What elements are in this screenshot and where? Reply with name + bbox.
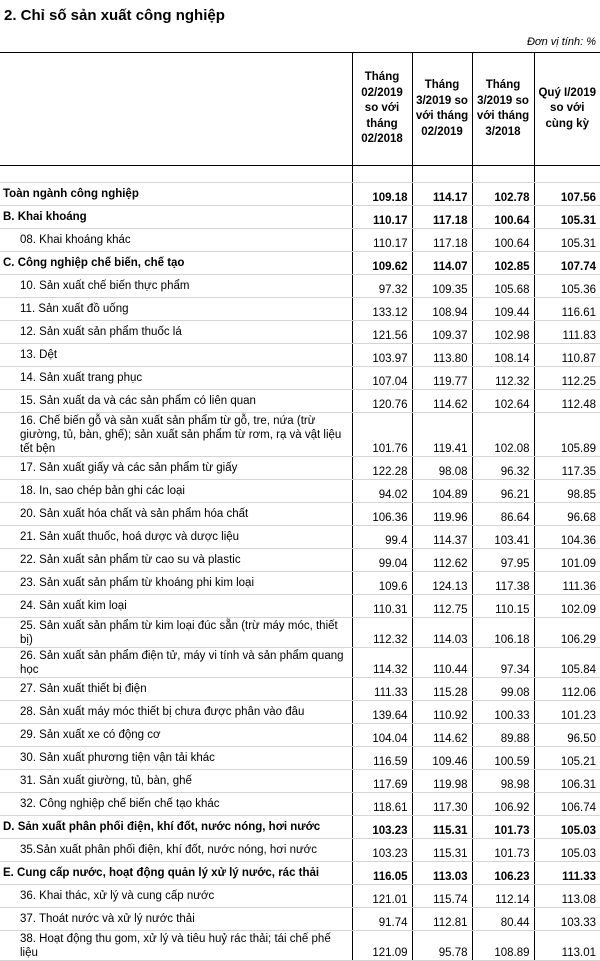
value-cell: 121.09 — [352, 931, 412, 961]
value-cell: 111.33 — [534, 862, 600, 885]
table-row — [0, 724, 600, 747]
row-label: 22. Sản xuất sản phẩm từ cao su và plastic — [0, 549, 352, 572]
value-cell: 100.64 — [472, 206, 534, 229]
value-cell: 120.76 — [352, 390, 412, 413]
value-cell: 101.73 — [472, 839, 534, 862]
row-label: 26. Sản xuất sản phẩm điện tử, máy vi tính và sản phẩm quang học — [0, 648, 352, 678]
value-cell: 103.41 — [472, 526, 534, 549]
row-label: 14. Sản xuất trang phục — [0, 367, 352, 390]
value-cell: 119.41 — [412, 413, 472, 457]
value-cell: 108.89 — [472, 931, 534, 961]
row-label: 17. Sản xuất giấy và các sản phẩm từ giấy — [0, 457, 352, 480]
table-row — [0, 678, 600, 701]
table-row — [0, 885, 600, 908]
value-cell: 112.32 — [472, 367, 534, 390]
value-cell: 113.08 — [534, 885, 600, 908]
table-row — [0, 367, 600, 390]
value-cell: 114.32 — [352, 648, 412, 678]
value-cell: 97.34 — [472, 648, 534, 678]
table-row — [0, 770, 600, 793]
row-label: 21. Sản xuất thuốc, hoá dược và dược liệu — [0, 526, 352, 549]
header-cell-mar-vs-mar: Tháng 3/2019 so với tháng 3/2018 — [472, 53, 534, 166]
value-cell: 105.03 — [534, 839, 600, 862]
row-label: 16. Chế biến gỗ và sản xuất sản phẩm từ gỗ, tre, nứa (trừ giường, tủ, bàn, ghế); sản xuất sản phẩm từ rơm, rạ và vật liệu tết bện — [0, 413, 352, 457]
value-cell: 101.23 — [534, 701, 600, 724]
value-cell: 108.94 — [412, 298, 472, 321]
row-label: Toàn ngành công nghiệp — [0, 183, 352, 206]
spacer-row — [0, 166, 600, 183]
value-cell: 113.01 — [534, 931, 600, 961]
value-cell: 106.31 — [534, 770, 600, 793]
value-cell: 102.98 — [472, 321, 534, 344]
row-label: 12. Sản xuất sản phẩm thuốc lá — [0, 321, 352, 344]
row-label: 13. Dệt — [0, 344, 352, 367]
value-cell: 106.29 — [534, 618, 600, 648]
header-cell-name — [0, 53, 352, 166]
row-label: B. Khai khoáng — [0, 206, 352, 229]
table-row — [0, 252, 600, 275]
value-cell: 100.33 — [472, 701, 534, 724]
value-cell: 89.88 — [472, 724, 534, 747]
value-cell: 105.31 — [534, 206, 600, 229]
value-cell: 115.74 — [412, 885, 472, 908]
value-cell: 97.95 — [472, 549, 534, 572]
value-cell: 110.15 — [472, 595, 534, 618]
value-cell: 111.36 — [534, 572, 600, 595]
table-row — [0, 390, 600, 413]
value-cell: 104.89 — [412, 480, 472, 503]
table-row — [0, 816, 600, 839]
value-cell: 109.46 — [412, 747, 472, 770]
value-cell: 133.12 — [352, 298, 412, 321]
value-cell: 96.21 — [472, 480, 534, 503]
value-cell: 114.07 — [412, 252, 472, 275]
value-cell: 98.85 — [534, 480, 600, 503]
value-cell: 103.23 — [352, 839, 412, 862]
value-cell: 110.92 — [412, 701, 472, 724]
row-label: D. Sản xuất phân phối điện, khí đốt, nước nóng, hơi nước — [0, 816, 352, 839]
table-row — [0, 526, 600, 549]
value-cell: 96.50 — [534, 724, 600, 747]
value-cell: 102.08 — [472, 413, 534, 457]
value-cell: 105.21 — [534, 747, 600, 770]
value-cell: 117.69 — [352, 770, 412, 793]
table-row — [0, 275, 600, 298]
row-label: 15. Sản xuất da và các sản phẩm có liên quan — [0, 390, 352, 413]
value-cell: 110.17 — [352, 206, 412, 229]
value-cell: 101.73 — [472, 816, 534, 839]
row-label: C. Công nghiệp chế biến, chế tạo — [0, 252, 352, 275]
value-cell: 117.30 — [412, 793, 472, 816]
row-label: 29. Sản xuất xe có động cơ — [0, 724, 352, 747]
industrial-index-table — [0, 52, 600, 961]
table-row — [0, 344, 600, 367]
table-row — [0, 229, 600, 252]
value-cell: 113.80 — [412, 344, 472, 367]
row-label: 18. In, sao chép bản ghi các loại — [0, 480, 352, 503]
value-cell: 86.64 — [472, 503, 534, 526]
value-cell: 113.03 — [412, 862, 472, 885]
row-label: 35.Sản xuất phân phối điện, khí đốt, nước nóng, hơi nước — [0, 839, 352, 862]
value-cell: 105.68 — [472, 275, 534, 298]
value-cell: 105.31 — [534, 229, 600, 252]
value-cell: 115.28 — [412, 678, 472, 701]
value-cell: 112.32 — [352, 618, 412, 648]
row-label: E. Cung cấp nước, hoạt động quản lý xử lý nước, rác thải — [0, 862, 352, 885]
table-row — [0, 321, 600, 344]
value-cell: 108.14 — [472, 344, 534, 367]
value-cell: 96.68 — [534, 503, 600, 526]
value-cell: 99.4 — [352, 526, 412, 549]
row-label: 28. Sản xuất máy móc thiết bị chưa được phân vào đâu — [0, 701, 352, 724]
table-row — [0, 549, 600, 572]
table-row — [0, 457, 600, 480]
row-label: 25. Sản xuất sản phẩm từ kim loại đúc sẵn (trừ máy móc, thiết bị) — [0, 618, 352, 648]
value-cell: 103.97 — [352, 344, 412, 367]
value-cell: 112.06 — [534, 678, 600, 701]
value-cell: 110.31 — [352, 595, 412, 618]
value-cell: 105.84 — [534, 648, 600, 678]
value-cell: 107.74 — [534, 252, 600, 275]
value-cell: 119.98 — [412, 770, 472, 793]
value-cell: 112.75 — [412, 595, 472, 618]
row-label: 37. Thoát nước và xử lý nước thải — [0, 908, 352, 931]
table-row — [0, 648, 600, 678]
table-row — [0, 595, 600, 618]
row-label: 31. Sản xuất giường, tủ, bàn, ghế — [0, 770, 352, 793]
header-cell-q1-vs-same-period: Quý I/2019 so với cùng kỳ — [534, 53, 600, 166]
value-cell: 101.76 — [352, 413, 412, 457]
value-cell: 124.13 — [412, 572, 472, 595]
value-cell: 105.03 — [534, 816, 600, 839]
value-cell: 109.35 — [412, 275, 472, 298]
value-cell: 104.04 — [352, 724, 412, 747]
value-cell: 95.78 — [412, 931, 472, 961]
value-cell: 121.56 — [352, 321, 412, 344]
value-cell: 112.62 — [412, 549, 472, 572]
value-cell: 102.78 — [472, 183, 534, 206]
table-body — [0, 166, 600, 961]
value-cell: 109.37 — [412, 321, 472, 344]
value-cell: 117.18 — [412, 206, 472, 229]
value-cell: 114.17 — [412, 183, 472, 206]
value-cell: 122.28 — [352, 457, 412, 480]
row-label: 38. Hoạt động thu gom, xử lý và tiêu huỷ rác thải; tái chế phế liệu — [0, 931, 352, 961]
value-cell: 112.14 — [472, 885, 534, 908]
value-cell: 110.87 — [534, 344, 600, 367]
value-cell: 103.23 — [352, 816, 412, 839]
value-cell: 117.18 — [412, 229, 472, 252]
value-cell: 116.59 — [352, 747, 412, 770]
row-label: 20. Sản xuất hóa chất và sản phẩm hóa chất — [0, 503, 352, 526]
table-row — [0, 931, 600, 961]
value-cell: 115.31 — [412, 839, 472, 862]
table-row — [0, 206, 600, 229]
value-cell: 109.18 — [352, 183, 412, 206]
value-cell: 112.48 — [534, 390, 600, 413]
value-cell: 106.18 — [472, 618, 534, 648]
row-label: 24. Sản xuất kim loại — [0, 595, 352, 618]
value-cell: 80.44 — [472, 908, 534, 931]
value-cell: 107.56 — [534, 183, 600, 206]
value-cell: 117.38 — [472, 572, 534, 595]
row-label: 10. Sản xuất chế biến thực phẩm — [0, 275, 352, 298]
value-cell: 106.74 — [534, 793, 600, 816]
header-cell-feb-vs-feb: Tháng 02/2019 so với tháng 02/2018 — [352, 53, 412, 166]
table-row — [0, 298, 600, 321]
value-cell: 101.09 — [534, 549, 600, 572]
row-label: 27. Sản xuất thiết bị điện — [0, 678, 352, 701]
value-cell: 111.33 — [352, 678, 412, 701]
table-row — [0, 908, 600, 931]
row-label: 23. Sản xuất sản phẩm từ khoáng phi kim loại — [0, 572, 352, 595]
value-cell: 114.37 — [412, 526, 472, 549]
value-cell: 98.08 — [412, 457, 472, 480]
value-cell: 110.17 — [352, 229, 412, 252]
table-row — [0, 480, 600, 503]
value-cell: 99.04 — [352, 549, 412, 572]
row-label: 32. Công nghiệp chế biến chế tạo khác — [0, 793, 352, 816]
table-row — [0, 183, 600, 206]
value-cell: 114.62 — [412, 390, 472, 413]
row-label: 08. Khai khoáng khác — [0, 229, 352, 252]
table-row — [0, 862, 600, 885]
table-row — [0, 572, 600, 595]
value-cell: 115.31 — [412, 816, 472, 839]
value-cell: 110.44 — [412, 648, 472, 678]
value-cell: 139.64 — [352, 701, 412, 724]
value-cell: 112.25 — [534, 367, 600, 390]
header-cell-mar-vs-feb: Tháng 3/2019 so với tháng 02/2019 — [412, 53, 472, 166]
table-row — [0, 701, 600, 724]
value-cell: 121.01 — [352, 885, 412, 908]
value-cell: 97.32 — [352, 275, 412, 298]
value-cell: 106.36 — [352, 503, 412, 526]
value-cell: 99.08 — [472, 678, 534, 701]
value-cell: 103.33 — [534, 908, 600, 931]
value-cell: 102.09 — [534, 595, 600, 618]
value-cell: 117.35 — [534, 457, 600, 480]
value-cell: 111.83 — [534, 321, 600, 344]
value-cell: 109.6 — [352, 572, 412, 595]
value-cell: 100.64 — [472, 229, 534, 252]
table-row — [0, 747, 600, 770]
header-row — [0, 53, 600, 166]
value-cell: 106.92 — [472, 793, 534, 816]
value-cell: 114.03 — [412, 618, 472, 648]
value-cell: 102.64 — [472, 390, 534, 413]
value-cell: 116.05 — [352, 862, 412, 885]
value-cell: 100.59 — [472, 747, 534, 770]
row-label: 36. Khai thác, xử lý và cung cấp nước — [0, 885, 352, 908]
unit-note: Đơn vị tính: % — [526, 36, 596, 48]
value-cell: 102.85 — [472, 252, 534, 275]
value-cell: 105.89 — [534, 413, 600, 457]
value-cell: 118.61 — [352, 793, 412, 816]
table-row — [0, 413, 600, 457]
page-title: 2. Chỉ số sản xuất công nghiệp — [4, 7, 225, 24]
value-cell: 119.77 — [412, 367, 472, 390]
table-row — [0, 618, 600, 648]
value-cell: 114.62 — [412, 724, 472, 747]
value-cell: 116.61 — [534, 298, 600, 321]
row-label: 30. Sản xuất phương tiện vận tải khác — [0, 747, 352, 770]
value-cell: 119.96 — [412, 503, 472, 526]
table-row — [0, 839, 600, 862]
table-row — [0, 793, 600, 816]
value-cell: 105.36 — [534, 275, 600, 298]
value-cell: 91.74 — [352, 908, 412, 931]
value-cell: 104.36 — [534, 526, 600, 549]
table-row — [0, 503, 600, 526]
value-cell: 106.23 — [472, 862, 534, 885]
row-label: 11. Sản xuất đồ uống — [0, 298, 352, 321]
value-cell: 94.02 — [352, 480, 412, 503]
value-cell: 107.04 — [352, 367, 412, 390]
value-cell: 109.62 — [352, 252, 412, 275]
value-cell: 98.98 — [472, 770, 534, 793]
value-cell: 96.32 — [472, 457, 534, 480]
value-cell: 112.81 — [412, 908, 472, 931]
value-cell: 109.44 — [472, 298, 534, 321]
